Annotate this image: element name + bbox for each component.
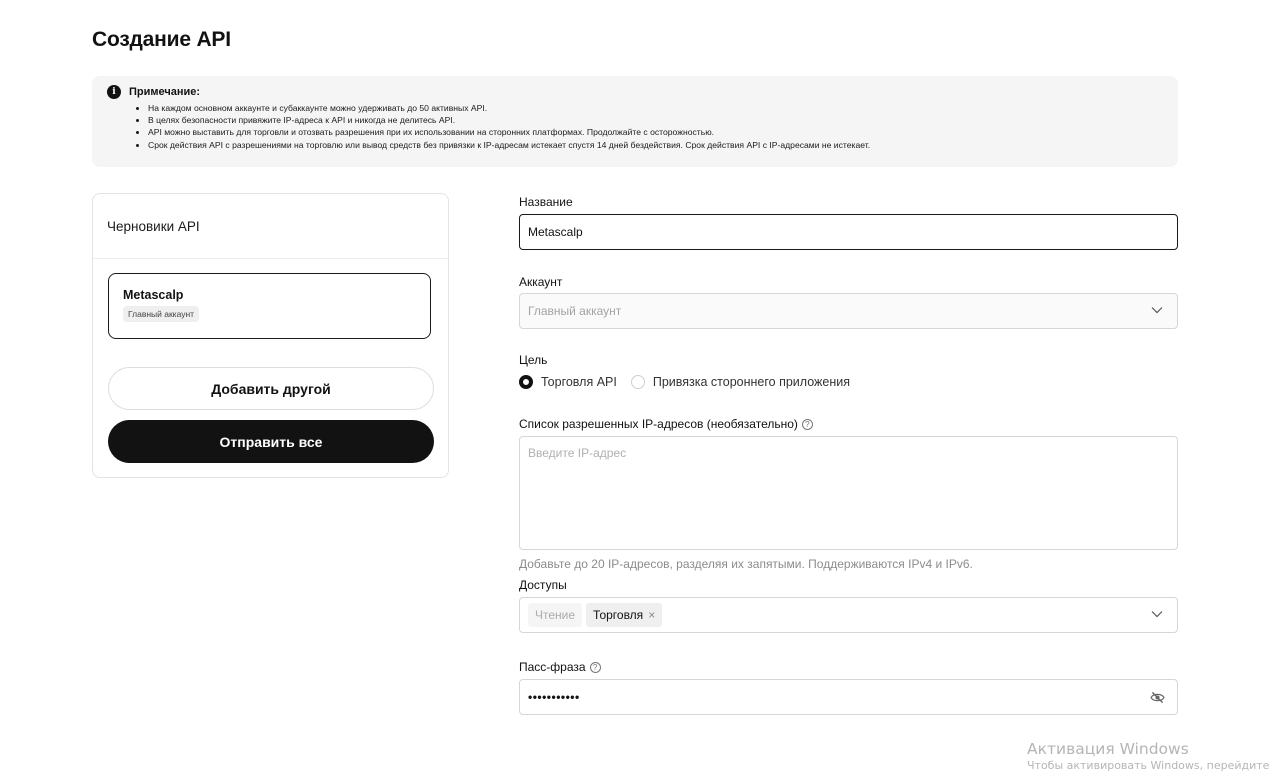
ip-hint: Добавьте до 20 IP-адресов, разделяя их запятыми. Поддерживаются IPv4 и IPv6. bbox=[519, 557, 973, 571]
name-input[interactable] bbox=[519, 214, 1178, 250]
passphrase-label bbox=[519, 660, 601, 674]
account-label: Аккаунт bbox=[519, 275, 563, 289]
note-item: • В целях безопасности привяжите IP-адреса к API и никогда не делитесь API. bbox=[148, 114, 1178, 126]
ip-label-text: Список разрешенных IP-адресов (необязательно) bbox=[519, 417, 798, 431]
drafts-panel bbox=[92, 193, 449, 478]
note-list bbox=[148, 102, 1178, 151]
close-icon[interactable]: × bbox=[648, 608, 656, 622]
account-badge: Главный аккаунт bbox=[123, 306, 199, 322]
chevron-down-icon bbox=[1151, 306, 1163, 314]
ip-label bbox=[519, 417, 813, 431]
chip-trade bbox=[586, 603, 662, 627]
passphrase-value: ••••••••••• bbox=[528, 690, 580, 704]
help-icon[interactable]: ? bbox=[590, 662, 601, 673]
note-item: • API можно выставить для торговли и отозвать разрешения при их использовании на сторонних платформах. Продолжайте с осторожностью. bbox=[148, 126, 1178, 138]
eye-off-icon[interactable] bbox=[1150, 691, 1165, 704]
drafts-title: Черновики API bbox=[107, 219, 200, 234]
access-select[interactable] bbox=[519, 597, 1178, 633]
radio-third-party-app[interactable] bbox=[631, 375, 850, 389]
watermark-subtitle: Чтобы активировать Windows, перейдите bbox=[1027, 759, 1270, 772]
note-item: • На каждом основном аккаунте и субаккаунте можно удерживать до 50 активных API. bbox=[148, 102, 1178, 114]
purpose-radio-group bbox=[519, 375, 864, 389]
note-item: • Срок действия API с разрешениями на торговлю или вывод средств без привязки к IP-адресам истекает спустя 14 дней бездействия. Срок действия API с IP-адресами не истекает. bbox=[148, 139, 1178, 151]
purpose-label: Цель bbox=[519, 353, 548, 367]
send-all-button[interactable]: Отправить все bbox=[108, 420, 434, 463]
chip-trade-label: Торговля bbox=[593, 608, 644, 622]
help-icon[interactable]: ? bbox=[802, 419, 813, 430]
draft-card[interactable] bbox=[108, 273, 431, 339]
chevron-down-icon bbox=[1151, 610, 1163, 618]
passphrase-label-text: Пасс-фраза bbox=[519, 660, 586, 674]
passphrase-input[interactable] bbox=[519, 679, 1178, 715]
info-icon: i bbox=[107, 85, 121, 99]
radio-selected-icon bbox=[519, 375, 533, 389]
name-label: Название bbox=[519, 195, 573, 209]
add-another-button[interactable]: Добавить другой bbox=[108, 367, 434, 410]
radio-label: Торговля API bbox=[541, 375, 617, 389]
radio-unselected-icon bbox=[631, 375, 645, 389]
watermark-title: Активация Windows bbox=[1027, 740, 1189, 758]
radio-trading-api[interactable] bbox=[519, 375, 617, 389]
note-heading: Примечание: bbox=[129, 86, 201, 98]
chip-read: Чтение bbox=[528, 603, 582, 627]
ip-whitelist-input[interactable] bbox=[519, 436, 1178, 550]
account-select[interactable] bbox=[519, 293, 1178, 329]
access-label: Доступы bbox=[519, 578, 567, 592]
account-select-placeholder: Главный аккаунт bbox=[528, 304, 622, 318]
note-heading-row bbox=[107, 85, 1178, 99]
page-title: Создание API bbox=[92, 28, 231, 51]
note-box bbox=[92, 76, 1178, 167]
windows-activation-watermark bbox=[1027, 740, 1269, 772]
draft-name: Metascalp bbox=[123, 288, 184, 302]
radio-label: Привязка стороннего приложения bbox=[652, 375, 851, 389]
divider bbox=[93, 258, 448, 259]
